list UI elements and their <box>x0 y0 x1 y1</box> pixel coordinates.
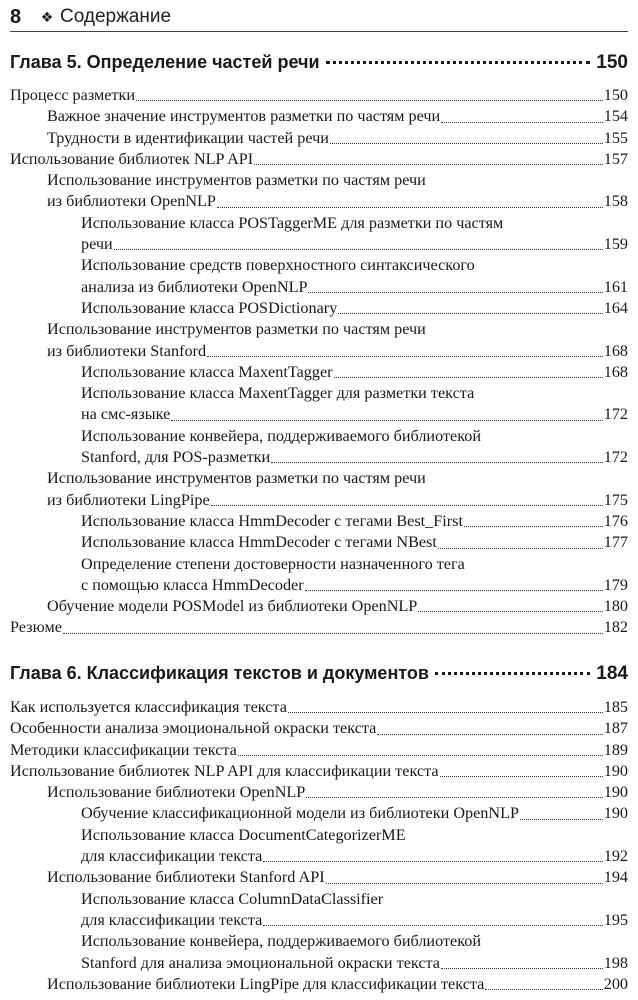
toc-page-number: 179 <box>603 575 628 594</box>
toc-page-number: 190 <box>603 804 628 823</box>
toc-entry-text[interactable]: Использование класса DocumentCategorizerME <box>81 825 406 844</box>
dot-leader <box>114 249 603 250</box>
dot-leader <box>464 526 603 527</box>
toc-entry[interactable] <box>10 490 628 511</box>
toc-entry[interactable] <box>10 277 628 298</box>
toc-entry-text: Резюме <box>10 618 62 637</box>
toc-entry[interactable] <box>10 575 628 596</box>
toc-entry-text[interactable]: Использование класса MaxentTagger для разметки текста <box>81 384 475 403</box>
toc-entry-text: анализа из библиотеки OpenNLP <box>81 277 308 296</box>
toc-page-number: 168 <box>603 341 628 360</box>
toc-entry[interactable] <box>10 191 628 212</box>
toc-entry[interactable] <box>10 910 628 931</box>
toc-page-number: 185 <box>603 698 628 716</box>
toc-entry-text: Использование библиотек NLP API <box>10 149 254 168</box>
toc-page-number: 157 <box>603 149 628 168</box>
toc-page-number: 192 <box>603 847 628 866</box>
toc-page-number: 180 <box>603 597 628 616</box>
toc-entry[interactable] <box>10 867 628 888</box>
toc-entry[interactable] <box>10 532 628 553</box>
toc-list-chapter-5 <box>10 85 628 639</box>
running-head-title: Содержание <box>60 6 172 27</box>
toc-entry[interactable] <box>10 85 628 106</box>
dot-leader <box>330 143 603 144</box>
toc-entry-text: для классификации текста <box>81 847 263 866</box>
toc-entry-text: из библиотеки Stanford <box>47 341 207 360</box>
toc-entry-text: Использование класса HmmDecoder с тегами NBest <box>81 533 437 552</box>
chapter-heading[interactable] <box>10 52 628 80</box>
toc-entry-text: Процесс разметки <box>10 86 136 104</box>
toc-entry[interactable] <box>10 718 628 739</box>
dot-leader <box>441 122 603 123</box>
toc-entry-text: Как используется классификация текста <box>10 698 287 716</box>
toc-page-number: 155 <box>603 128 628 147</box>
toc-page-number: 187 <box>603 719 628 738</box>
dot-leader <box>334 377 603 378</box>
toc-entry[interactable] <box>10 404 628 425</box>
toc-page-number: 154 <box>603 107 628 126</box>
toc-entry-text[interactable]: Использование конвейера, поддерживаемого библиотекой <box>81 932 482 951</box>
toc-entry[interactable] <box>10 803 628 824</box>
toc-page-number: 198 <box>603 953 628 972</box>
toc-page-number: 172 <box>603 405 628 424</box>
toc-entry-text: для классификации текста <box>81 910 263 929</box>
page-number: 8 <box>10 5 22 28</box>
toc-entry[interactable] <box>10 149 628 170</box>
toc-entry[interactable] <box>10 740 628 761</box>
dot-leader <box>520 819 603 820</box>
dot-leader <box>435 672 590 675</box>
dot-leader <box>377 734 602 735</box>
dot-leader <box>288 712 603 713</box>
dot-leader <box>305 590 603 591</box>
chapter-heading[interactable] <box>10 663 628 691</box>
toc-page-number: 175 <box>603 490 628 509</box>
toc-entry[interactable] <box>10 447 628 468</box>
toc-entry-text: Использование класса POSDictionary <box>81 298 338 317</box>
toc-entry-text: Использование библиотеки LingPipe для классификации текста <box>47 974 485 993</box>
dot-leader <box>207 356 603 357</box>
toc-entry[interactable] <box>10 106 628 127</box>
toc-entry-text[interactable]: Определение степени достоверности назначенного тега <box>81 554 465 573</box>
toc-entry-text: из библиотеки OpenNLP <box>47 192 216 211</box>
toc-entry-text: Трудности в идентификации частей речи <box>47 128 329 147</box>
dot-leader <box>63 633 603 634</box>
toc-page-number: 200 <box>603 974 628 993</box>
toc-entry-text: Использование класса HmmDecoder с тегами Best_First <box>81 511 463 530</box>
toc-entry[interactable] <box>10 761 628 782</box>
toc-entry[interactable] <box>10 511 628 532</box>
toc-entry[interactable] <box>10 128 628 149</box>
chapter-title: Глава 6. Классификация текстов и документов <box>10 663 429 683</box>
toc-entry-text: Stanford для анализа эмоциональной окраски текста <box>81 953 440 972</box>
dot-leader <box>271 462 603 463</box>
toc-page-number: 182 <box>603 618 628 637</box>
toc-page-number: 194 <box>603 868 628 887</box>
toc-entry-text: с помощью класса HmmDecoder <box>81 575 304 594</box>
toc-entry-text: Stanford, для POS-разметки <box>81 448 271 467</box>
toc-entry-text[interactable]: Использование инструментов разметки по частям речи <box>47 469 426 488</box>
dot-leader <box>238 755 603 756</box>
dot-leader <box>441 968 603 969</box>
toc-page-number: 150 <box>603 86 628 104</box>
toc-entry-text: Использование библиотек NLP API для классификации текста <box>10 761 439 780</box>
toc-entry-text[interactable]: Использование класса ColumnDataClassifier <box>81 889 384 908</box>
toc-entry[interactable] <box>10 953 628 974</box>
dot-leader <box>326 883 603 884</box>
toc-list-chapter-6 <box>10 697 628 995</box>
toc-page-number: 177 <box>603 533 628 552</box>
toc-page-number: 176 <box>603 511 628 530</box>
toc-entry-text[interactable]: Использование инструментов разметки по частям речи <box>47 171 426 190</box>
toc-page-number: 159 <box>603 235 628 254</box>
toc-entry-text: Использование класса MaxentTagger <box>81 362 333 381</box>
dot-leader <box>263 925 602 926</box>
dot-leader <box>338 313 602 314</box>
dot-leader <box>211 505 603 506</box>
toc-entry-text[interactable]: Использование класса POSTaggerME для разметки по частям <box>81 213 504 232</box>
toc-page-number: 161 <box>603 277 628 296</box>
toc-entry-text: Обучение модели POSModel из библиотеки OpenNLP <box>47 597 418 616</box>
dot-leader <box>171 420 602 421</box>
toc-entry-text: Использование библиотеки Stanford API <box>47 868 325 887</box>
toc-page-number: 190 <box>603 783 628 802</box>
toc-page-number: 164 <box>603 298 628 317</box>
dot-leader <box>440 776 603 777</box>
toc-entry-text: Важное значение инструментов разметки по частям речи <box>47 107 441 126</box>
dot-leader <box>217 207 603 208</box>
toc-entry[interactable] <box>10 617 628 638</box>
chapter-page: 184 <box>596 663 628 684</box>
toc-entry[interactable] <box>10 298 628 319</box>
toc-entry[interactable] <box>10 697 628 718</box>
toc-entry-text: на смс-языке <box>81 405 171 424</box>
toc-page-number: 158 <box>603 192 628 211</box>
toc-page-number: 168 <box>603 362 628 381</box>
dot-leader <box>326 61 591 64</box>
toc-page-number: 172 <box>603 448 628 467</box>
dot-leader <box>263 861 602 862</box>
dot-leader <box>254 164 603 165</box>
toc-entry-text: Использование библиотеки OpenNLP <box>47 783 306 802</box>
dot-leader <box>136 100 603 101</box>
toc-entry-text: речи <box>81 235 113 254</box>
chapter-title: Глава 5. Определение частей речи <box>10 52 320 72</box>
dot-leader <box>438 548 603 549</box>
running-head <box>10 4 628 30</box>
toc-entry[interactable] <box>10 846 628 867</box>
dot-leader <box>306 797 602 798</box>
toc-entry-text: Особенности анализа эмоциональной окраски текста <box>10 719 377 738</box>
toc-entry-text: из библиотеки LingPipe <box>47 490 210 509</box>
toc-entry-text[interactable]: Использование средств поверхностного синтаксического <box>81 256 475 275</box>
toc-entry-text: Методики классификации текста <box>10 740 237 759</box>
dot-leader <box>485 989 602 990</box>
dot-leader <box>418 611 602 612</box>
header-rule <box>10 31 628 32</box>
toc-page-number: 195 <box>603 910 628 929</box>
toc-entry[interactable] <box>10 596 628 617</box>
toc-page-number: 190 <box>603 761 628 780</box>
dot-leader <box>308 292 602 293</box>
toc-entry-text[interactable]: Использование инструментов разметки по частям речи <box>47 320 426 339</box>
toc-entry[interactable] <box>10 974 628 995</box>
toc-entry-text[interactable]: Использование конвейера, поддерживаемого библиотекой <box>81 426 482 445</box>
toc-entry-text: Обучение классификационной модели из библиотеки OpenNLP <box>81 804 519 823</box>
toc-entry[interactable] <box>10 234 628 255</box>
ornament-icon: ❖ <box>40 8 54 25</box>
chapter-page: 150 <box>596 52 628 73</box>
toc-entry[interactable] <box>10 341 628 362</box>
toc-entry[interactable] <box>10 782 628 803</box>
toc-page-number: 189 <box>603 740 628 759</box>
toc-entry[interactable] <box>10 362 628 383</box>
